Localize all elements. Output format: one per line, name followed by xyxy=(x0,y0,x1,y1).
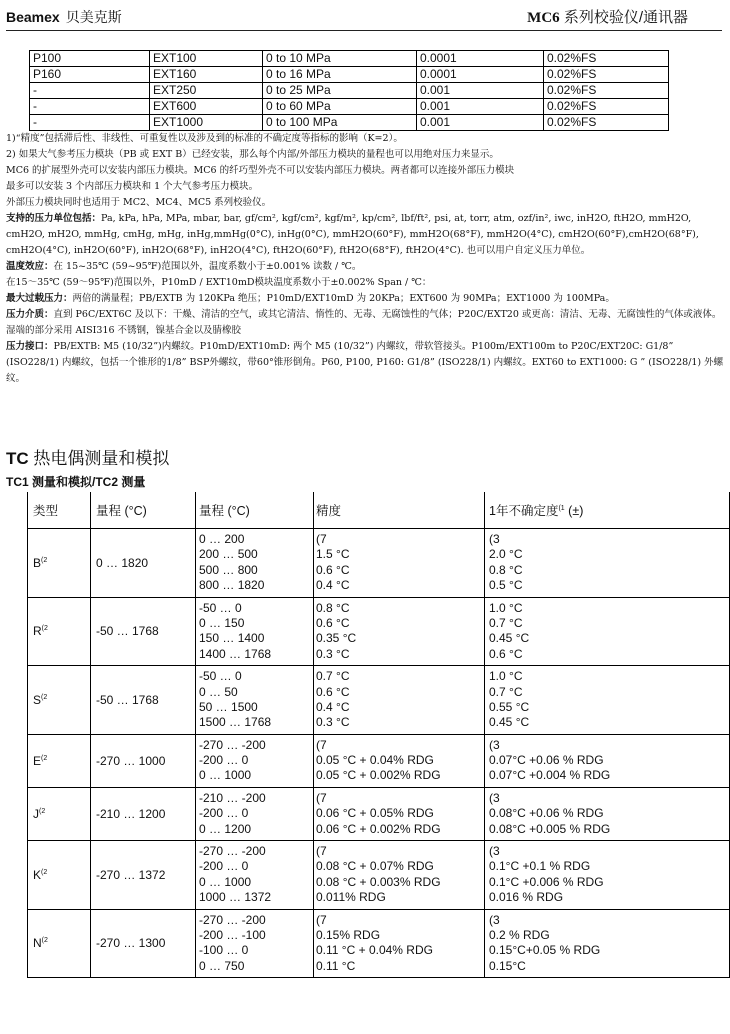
table-row xyxy=(30,51,669,67)
model-name: MC6 xyxy=(527,10,560,26)
tc-uncertainty-line: 0.08°C +0.005 % RDG xyxy=(489,821,611,836)
tc-sub-range xyxy=(196,841,314,910)
tc-accuracy-line: 0.6 °C xyxy=(316,615,350,630)
tc-uncertainty-line: 0.15°C xyxy=(489,958,526,973)
document-title xyxy=(527,6,688,27)
tc-type-note: (2 xyxy=(41,625,48,633)
tc-type-note: (2 xyxy=(41,868,48,876)
section-subtitle: TC1 测量和模拟/TC2 测量 xyxy=(6,475,146,489)
header-uncertainty-label: 1年不确定度 xyxy=(489,504,559,518)
tc-type-label: E xyxy=(33,753,42,768)
tc-sub-range-line: 0 … 1200 xyxy=(199,821,252,836)
tc-accuracy-line: 0.4 °C xyxy=(316,578,350,593)
tc-accuracy-line: 0.35 °C xyxy=(316,631,357,646)
tc-accuracy-line: (7 xyxy=(316,844,327,859)
section-title xyxy=(6,444,169,469)
tc-accuracy xyxy=(314,666,485,735)
pressure-units-text: Pa, kPa, hPa, MPa, mbar, bar, gf/cm², kgf/cm², kgf/m², kp/cm², lbf/ft², psi, at, torr, atm, ozf/in², iwc, inH2O, ftH2O, mmH2O, cmH2O, mH2O, mmHg, cmHg, mHg, inHg,mmHg(0°C), inHg(0°C), mmH2O(60°F), mmH2O(68°F), mmH2O(4°C), cmH2O(60°F),cmH2O(68°F), cmH2O(4°C), inH2O(60°F), inH2O(68°F), inH2O(4°C), ftH2O(60°F), ftH2O(68°F), ftH2O(4°C). 也可以用户自定义压力单位。 xyxy=(6,213,699,256)
table-cell: 0.0001 xyxy=(417,67,544,83)
tc-uncertainty-line: 1.0 °C xyxy=(489,600,523,615)
pressure-connection xyxy=(6,339,726,387)
pressure-media-label: 压力介质： xyxy=(6,309,54,320)
header-uncertainty-note: (1 xyxy=(558,504,565,512)
note-5: 外部压力模块同时也适用于 MC2、MC4、MC5 系列校验仪。 xyxy=(6,197,272,208)
tc-type-note: (2 xyxy=(39,807,46,815)
tc-accuracy-line: 0.6 °C xyxy=(316,562,350,577)
thermocouple-table xyxy=(27,492,730,978)
tc-sub-range-line: -210 … -200 xyxy=(199,790,266,805)
tc-uncertainty xyxy=(485,529,730,598)
header-divider xyxy=(6,30,722,31)
table-cell: 0.001 xyxy=(417,99,544,115)
tc-sub-range-line: 800 … 1820 xyxy=(199,578,265,593)
table-header-row xyxy=(28,492,730,529)
note-3: MC6 的扩展型外壳可以安装内部压力模块。MC6 的纤巧型外壳不可以安装内部压力模块。两者都可以连接外部压力模块 xyxy=(6,165,515,176)
tc-uncertainty-line: 0.55 °C xyxy=(489,699,530,714)
tc-uncertainty xyxy=(485,734,730,787)
tc-sub-range-line: -200 … 0 xyxy=(199,753,249,768)
tc-sub-range-line: 200 … 500 xyxy=(199,547,258,562)
tc-type-label: J xyxy=(33,806,39,821)
table-cell: 0.001 xyxy=(417,115,544,131)
tc-sub-range-line: -270 … -200 xyxy=(199,912,266,927)
brand-name-cn: 贝美克斯 xyxy=(65,9,122,25)
tc-uncertainty-line: 1.0 °C xyxy=(489,669,523,684)
tc-type-note: (2 xyxy=(41,556,48,564)
tc-accuracy xyxy=(314,909,485,978)
header-sub-range: 量程 (°C) xyxy=(196,492,314,529)
tc-uncertainty-line: 0.5 °C xyxy=(489,578,523,593)
tc-accuracy xyxy=(314,787,485,840)
tc-accuracy-line: 0.06 °C + 0.05% RDG xyxy=(316,806,434,821)
table-cell: 0 to 100 MPa xyxy=(263,115,417,131)
tc-sub-range-line: 1500 … 1768 xyxy=(199,715,272,730)
note-4: 最多可以安装 3 个内部压力模块和 1 个大气参考压力模块。 xyxy=(6,181,259,192)
pressure-connection-text: PB/EXTB: M5 (10/32”)内螺纹。P10mD/EXT10mD: 两个 M5 (10/32”) 内螺纹，带软管接头。P100m/EXT100m to P20C/EXT20C: G1/8” (ISO228/1) 内螺纹，包括一个锥形的1/8” BSP外螺纹，带60°锥形倒角。P60, P100, P160: G1/8” (ISO228/1) 内螺纹。EXT60 to EXT1000: G ” (ISO228/1) 外螺纹。 xyxy=(6,341,724,384)
tc-accuracy-line: (7 xyxy=(316,912,327,927)
tc-full-range: -50 … 1768 xyxy=(91,666,196,735)
tc-accuracy xyxy=(314,841,485,910)
tc-uncertainty-line: 0.7 °C xyxy=(489,684,523,699)
table-cell: 0.02%FS xyxy=(544,83,669,99)
pressure-units-label: 支持的压力单位包括： xyxy=(6,213,102,224)
table-cell: 0.0001 xyxy=(417,51,544,67)
table-cell: - xyxy=(30,115,150,131)
tc-uncertainty-line: (3 xyxy=(489,912,500,927)
tc-sub-range-line: 0 … 150 xyxy=(199,615,245,630)
table-row xyxy=(30,99,669,115)
header-type: 类型 xyxy=(28,492,91,529)
tc-accuracy-line: 0.011% RDG xyxy=(316,890,386,905)
temperature-effect-label: 温度效应： xyxy=(6,261,54,272)
tc-accuracy-line: 0.05 °C + 0.04% RDG xyxy=(316,753,434,768)
tc-sub-range-line: -270 … -200 xyxy=(199,737,266,752)
table-cell: 0 to 60 MPa xyxy=(263,99,417,115)
temperature-effect xyxy=(6,259,726,275)
tc-type-label: K xyxy=(33,867,42,882)
tc-uncertainty-line: 2.0 °C xyxy=(489,547,523,562)
table-row xyxy=(28,597,730,666)
tc-accuracy-line: 0.8 °C xyxy=(316,600,350,615)
tc-sub-range xyxy=(196,666,314,735)
table-cell: 0.02%FS xyxy=(544,115,669,131)
tc-type xyxy=(28,841,91,910)
model-description: 系列校验仪/通讯器 xyxy=(563,9,688,26)
tc-uncertainty-line: 0.016 % RDG xyxy=(489,890,564,905)
tc-type xyxy=(28,787,91,840)
pressure-media-text: 直到 P6C/EXT6C 及以下：干燥、清洁的空气，或其它清洁、惰性的、无毒、无腐蚀性的气体；P20C/EXT20 或更高：清洁、无毒、无腐蚀性的气体或液体。 xyxy=(53,309,722,320)
table-cell: P100 xyxy=(30,51,150,67)
table-row xyxy=(30,115,669,131)
tc-uncertainty-line: 0.15°C+0.05 % RDG xyxy=(489,943,601,958)
tc-full-range: -270 … 1000 xyxy=(91,734,196,787)
tc-sub-range-line: 0 … 1000 xyxy=(199,768,252,783)
page-header xyxy=(0,0,730,30)
tc-sub-range-line: -100 … 0 xyxy=(199,943,249,958)
tc-type xyxy=(28,597,91,666)
tc-sub-range-line: 500 … 800 xyxy=(199,562,258,577)
table-cell: - xyxy=(30,99,150,115)
notes-block xyxy=(6,131,726,387)
tc-full-range: -270 … 1372 xyxy=(91,841,196,910)
table-cell: 0.001 xyxy=(417,83,544,99)
tc-uncertainty-line: 0.08°C +0.06 % RDG xyxy=(489,806,604,821)
tc-sub-range-line: 0 … 200 xyxy=(199,532,245,546)
tc-sub-range-line: -200 … -100 xyxy=(199,927,266,942)
tc-uncertainty xyxy=(485,787,730,840)
header-plus-minus: (±) xyxy=(568,504,584,518)
max-overload-label: 最大过载压力： xyxy=(6,293,73,304)
tc-type-label: S xyxy=(33,692,42,707)
tc-type xyxy=(28,734,91,787)
tc-uncertainty-line: 0.45 °C xyxy=(489,631,530,646)
tc-uncertainty xyxy=(485,666,730,735)
tc-sub-range-line: 1000 … 1372 xyxy=(199,890,272,905)
temperature-effect-2: 在15～35℃ (59～95℉)范围以外，P10mD / EXT10mD模块温度系数小于±0.002% Span / ℃： xyxy=(6,277,432,288)
tc-accuracy-line: 0.08 °C + 0.07% RDG xyxy=(316,859,434,874)
tc-accuracy xyxy=(314,734,485,787)
tc-accuracy-line: 0.06 °C + 0.002% RDG xyxy=(316,821,441,836)
table-cell: EXT160 xyxy=(150,67,263,83)
table-cell: EXT600 xyxy=(150,99,263,115)
tc-type-note: (2 xyxy=(41,937,48,945)
note-1: 1)“精度”包括滞后性、非线性、可重复性以及涉及到的标准的不确定度等指标的影响（K=2）。 xyxy=(6,133,403,144)
tc-accuracy-line: 0.11 °C xyxy=(316,958,356,973)
tc-accuracy-line: 0.3 °C xyxy=(316,715,350,730)
tc-sub-range-line: 1400 … 1768 xyxy=(199,646,272,661)
tc-sub-range-line: 0 … 50 xyxy=(199,684,238,699)
tc-full-range: -50 … 1768 xyxy=(91,597,196,666)
note-2: 2) 如果大气参考压力模块（PB 或 EXT B）已经安装，那么每个内部/外部压力模块的量程也可以用绝对压力来显示。 xyxy=(6,149,499,160)
header-accuracy: 精度 xyxy=(314,492,485,529)
wetted-parts: 湿端的部分采用 AISI316 不锈钢，镍基合金以及腈橡胶 xyxy=(6,325,242,336)
tc-full-range: -270 … 1300 xyxy=(91,909,196,978)
max-overload-text: 两倍的满量程；PB/EXTB 为 120KPa 绝压；P10mD/EXT10mD 为 20KPa；EXT600 为 90MPa；EXT1000 为 100MPa。 xyxy=(72,293,615,304)
tc-sub-range-line: 0 … 1000 xyxy=(199,874,252,889)
tc-type xyxy=(28,529,91,598)
tc-full-range: 0 … 1820 xyxy=(91,529,196,598)
tc-accuracy xyxy=(314,597,485,666)
tc-accuracy-line: 0.05 °C + 0.002% RDG xyxy=(316,768,441,783)
table-cell: P160 xyxy=(30,67,150,83)
tc-type xyxy=(28,666,91,735)
tc-sub-range xyxy=(196,734,314,787)
tc-sub-range-line: -200 … 0 xyxy=(199,859,249,874)
tc-uncertainty-line: (3 xyxy=(489,790,500,805)
tc-sub-range-line: 50 … 1500 xyxy=(199,699,258,714)
table-row xyxy=(30,83,669,99)
brand xyxy=(6,7,122,27)
tc-sub-range xyxy=(196,909,314,978)
max-overload xyxy=(6,291,726,307)
tc-accuracy xyxy=(314,529,485,598)
tc-type-label: N xyxy=(33,936,42,951)
table-cell: 0.02%FS xyxy=(544,67,669,83)
tc-sub-range xyxy=(196,787,314,840)
table-cell: 0 to 16 MPa xyxy=(263,67,417,83)
table-row xyxy=(30,67,669,83)
tc-sub-range xyxy=(196,597,314,666)
tc-accuracy-line: 0.4 °C xyxy=(316,699,350,714)
tc-accuracy-line: 0.3 °C xyxy=(316,646,350,661)
tc-uncertainty-line: (3 xyxy=(489,737,500,752)
tc-accuracy-line: (7 xyxy=(316,737,327,752)
tc-accuracy-line: 0.15% RDG xyxy=(316,927,381,942)
tc-uncertainty-line: 0.1°C +0.006 % RDG xyxy=(489,874,604,889)
table-row xyxy=(28,787,730,840)
table-cell: 0.02%FS xyxy=(544,99,669,115)
tc-uncertainty-line: 0.45 °C xyxy=(489,715,530,730)
tc-accuracy-line: 0.7 °C xyxy=(316,669,350,684)
pressure-module-table xyxy=(29,50,669,131)
table-cell: EXT250 xyxy=(150,83,263,99)
tc-accuracy-line: 0.6 °C xyxy=(316,684,350,699)
tc-sub-range-line: -50 … 0 xyxy=(199,600,242,615)
table-row xyxy=(28,529,730,598)
pressure-connection-label: 压力接口： xyxy=(6,341,54,352)
tc-accuracy-line: (7 xyxy=(316,790,327,805)
tc-sub-range-line: -50 … 0 xyxy=(199,669,242,684)
tc-uncertainty-line: 0.8 °C xyxy=(489,562,523,577)
tc-accuracy-line: 1.5 °C xyxy=(316,547,350,562)
tc-uncertainty-line: 0.07°C +0.06 % RDG xyxy=(489,753,604,768)
header-uncertainty xyxy=(485,492,730,529)
tc-uncertainty-line: (3 xyxy=(489,844,500,859)
tc-uncertainty-line: 0.07°C +0.004 % RDG xyxy=(489,768,611,783)
section-title-bold: TC xyxy=(6,449,29,468)
tc-sub-range-line: 150 … 1400 xyxy=(199,631,265,646)
table-cell: - xyxy=(30,83,150,99)
tc-type-label: R xyxy=(33,624,42,639)
tc-uncertainty-line: 0.7 °C xyxy=(489,615,523,630)
tc-sub-range xyxy=(196,529,314,598)
table-cell: EXT1000 xyxy=(150,115,263,131)
tc-type-label: B xyxy=(33,555,42,570)
header-range: 量程 (°C) xyxy=(91,492,196,529)
tc-type xyxy=(28,909,91,978)
table-cell: 0.02%FS xyxy=(544,51,669,67)
tc-accuracy-line: 0.08 °C + 0.003% RDG xyxy=(316,874,441,889)
section-title-rest: 热电偶测量和模拟 xyxy=(28,449,170,468)
pressure-units xyxy=(6,211,726,259)
temperature-effect-text: 在 15~35℃ (59~95℉)范围以外，温度系数小于±0.001% 读数 / ℃。 xyxy=(53,261,362,272)
tc-type-note: (2 xyxy=(41,754,48,762)
tc-accuracy-line: 0.11 °C + 0.04% RDG xyxy=(316,943,433,958)
tc-uncertainty xyxy=(485,841,730,910)
tc-uncertainty-line: 0.2 % RDG xyxy=(489,927,550,942)
tc-uncertainty-line: 0.6 °C xyxy=(489,646,523,661)
table-row xyxy=(28,841,730,910)
table-row xyxy=(28,734,730,787)
table-row xyxy=(28,666,730,735)
table-cell: 0 to 10 MPa xyxy=(263,51,417,67)
brand-name: Beamex xyxy=(6,9,60,25)
tc-uncertainty-line: 0.1°C +0.1 % RDG xyxy=(489,859,591,874)
tc-uncertainty xyxy=(485,909,730,978)
tc-full-range: -210 … 1200 xyxy=(91,787,196,840)
tc-sub-range-line: -200 … 0 xyxy=(199,806,249,821)
tc-sub-range-line: 0 … 750 xyxy=(199,958,245,973)
table-cell: 0 to 25 MPa xyxy=(263,83,417,99)
tc-uncertainty xyxy=(485,597,730,666)
table-row xyxy=(28,909,730,978)
pressure-media xyxy=(6,307,726,323)
tc-sub-range-line: -270 … -200 xyxy=(199,844,266,859)
tc-type-note: (2 xyxy=(41,693,48,701)
table-cell: EXT100 xyxy=(150,51,263,67)
tc-accuracy-line: (7 xyxy=(316,532,327,546)
tc-uncertainty-line: (3 xyxy=(489,532,500,546)
